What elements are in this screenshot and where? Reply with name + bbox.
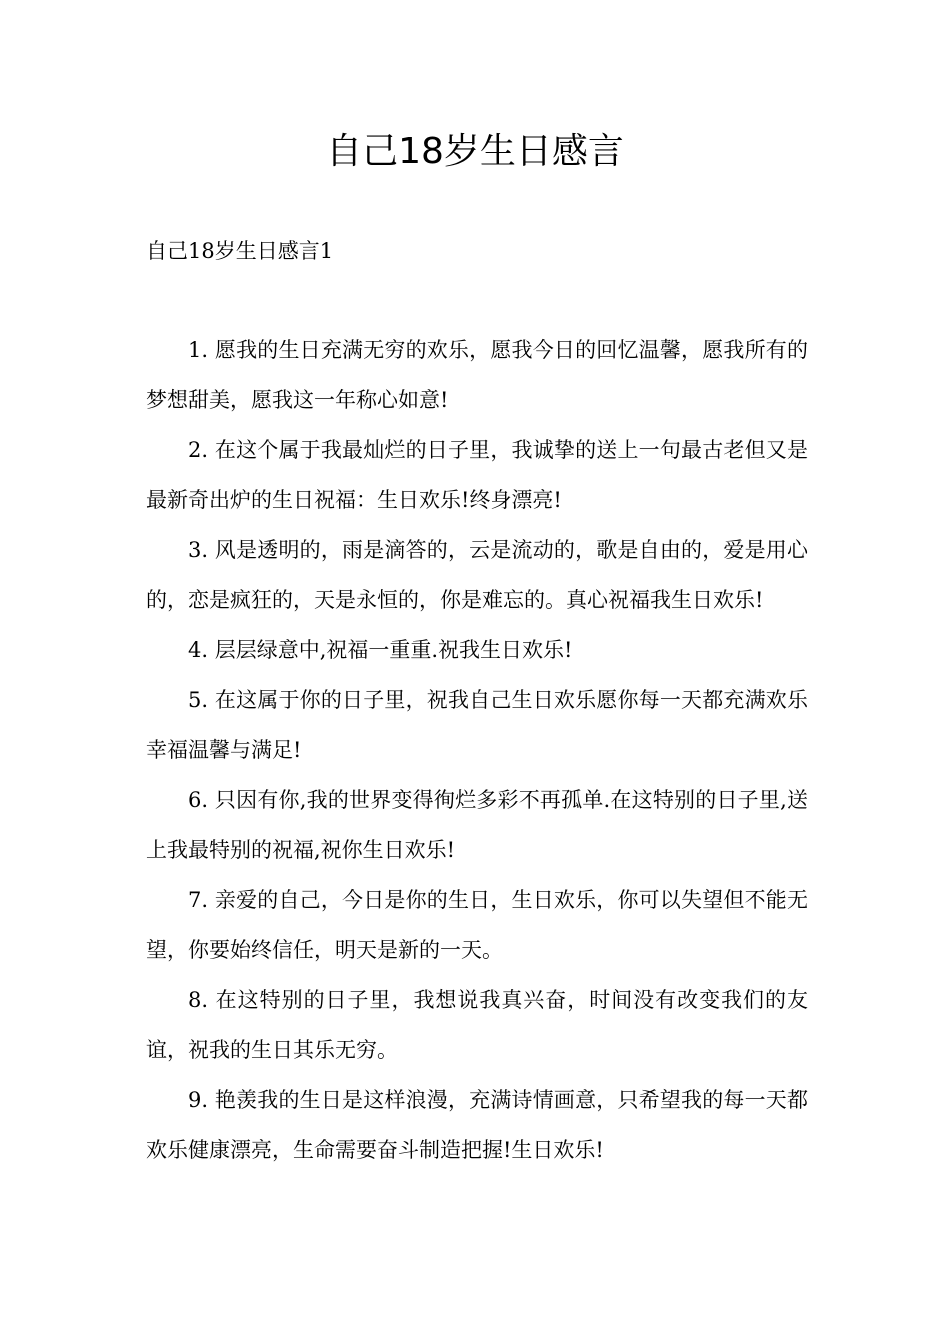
paragraph-5: 5. 在这属于你的日子里，祝我自己生日欢乐愿你每一天都充满欢乐幸福温馨与满足! <box>146 688 808 762</box>
paragraph-9: 9. 艳羡我的生日是这样浪漫，充满诗情画意，只希望我的每一天都欢乐健康漂亮，生命需要奋斗制造把握!生日欢乐! <box>146 1088 808 1162</box>
paragraph-7: 7. 亲爱的自己，今日是你的生日，生日欢乐，你可以失望但不能无望，你要始终信任，明天是新的一天。 <box>146 888 808 962</box>
document-title: 自己18岁生日感言 <box>326 131 624 172</box>
document-body <box>146 325 808 1175</box>
paragraph-1: 1. 愿我的生日充满无穷的欢乐，愿我今日的回忆温馨，愿我所有的梦想甜美，愿我这一年称心如意! <box>146 338 808 412</box>
section-heading: 自己18岁生日感言1 <box>146 239 334 263</box>
paragraph-2: 2. 在这个属于我最灿烂的日子里，我诚挚的送上一句最古老但又是最新奇出炉的生日祝福：生日欢乐!终身漂亮! <box>146 438 808 512</box>
paragraph-8: 8. 在这特别的日子里，我想说我真兴奋，时间没有改变我们的友谊，祝我的生日其乐无穷。 <box>146 988 808 1062</box>
paragraph-6: 6. 只因有你,我的世界变得徇烂多彩不再孤单.在这特别的日子里,送上我最特别的祝福,祝你生日欢乐! <box>146 788 808 862</box>
paragraph-4: 4. 层层绿意中,祝福一重重.祝我生日欢乐! <box>188 638 573 662</box>
paragraph-3: 3. 风是透明的，雨是滴答的，云是流动的，歌是自由的，爱是用心的，恋是疯狂的，天是永恒的，你是难忘的。真心祝福我生日欢乐! <box>146 538 808 612</box>
